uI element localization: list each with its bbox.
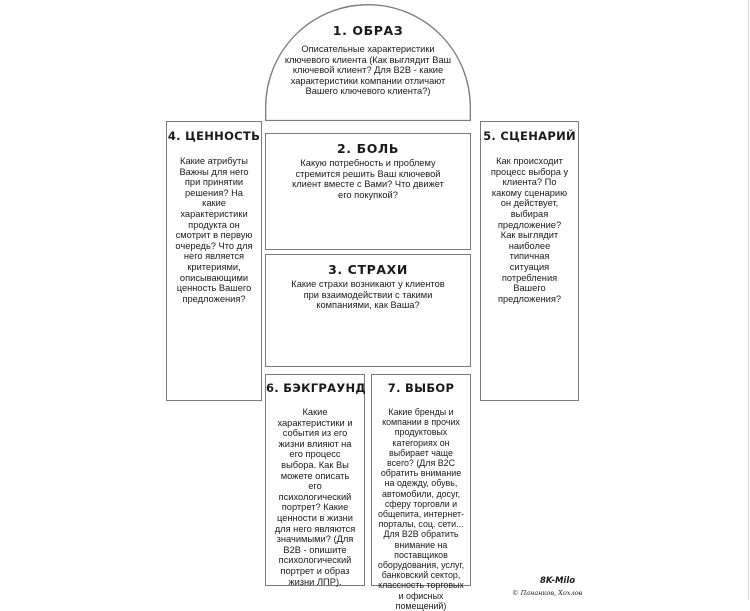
block-pain-title: 2. БОЛЬ xyxy=(336,141,400,156)
block-choice-text: Какие бренды и компании в прочих продуктовых категориях он выбирает чаще всего? (Для B2C обратить внимание на одежду, обувь, автомобили, досуг, сферу торговли и общепита, интернет-порталы, соц. сети... Для B2B обратить внимание на поставщиков оборудования, услуг, банковский сектор, классность торговых и офисных помещений) xyxy=(377,407,465,611)
block-background-title: 6. БЭКГРАУНД xyxy=(266,381,366,395)
block-value xyxy=(166,121,262,401)
block-value-title: 4. ЦЕННОСТЬ xyxy=(167,129,261,143)
block-choice-title: 7. ВЫБОР xyxy=(387,381,455,395)
footer-authors: © Пананков, Хохлов xyxy=(512,589,583,597)
block-fears-title: 3. СТРАХИ xyxy=(328,262,408,277)
block-background-text: Какие характеристики и события из его жизни влияют на его процесс выбора. Как Вы можете описать его психологический портрет? Какие ценности в жизни для него являются значимыми? (Для B2B - опишите психологический портрет и образ жизни ЛПР). xyxy=(274,407,356,587)
block-background xyxy=(265,374,365,586)
block-image-title: 1. ОБРАЗ xyxy=(332,23,404,38)
block-pain-text: Какую потребность и проблему стремится решить Ваш ключевой клиент вместе с Вами? Что движет его покупкой? xyxy=(292,158,444,200)
block-value-text: Какие атрибуты Важны для него при принятии решения? На какие характеристики продукта он смотрит в первую очередь? Что для него является критериями, описывающими ценность Вашего предложения? xyxy=(175,156,253,304)
block-choice xyxy=(371,374,471,611)
block-scenario xyxy=(480,121,579,401)
page-edge xyxy=(748,0,749,600)
footer-brand: 8K-Milo xyxy=(540,576,576,586)
block-fears-text: Какие страхи возникают у клиентов при взаимодействии с такими компаниями, как Ваша? xyxy=(291,279,445,311)
block-scenario-title: 5. СЦЕНАРИЙ xyxy=(483,129,576,143)
block-pain xyxy=(265,133,471,250)
block-image xyxy=(265,4,471,120)
block-image-text: Описательные характеристики ключевого клиента (Как выглядит Ваш ключевой клиент? Для B2B - какие характеристики компании отличают Вашего ключевого клиента?) xyxy=(284,44,452,97)
block-scenario-text: Как происходит процесс выбора у клиента? По какому сценарию он действует, выбирая предложение? Как выглядит наиболее типичная ситуация потребления Вашего предложения? xyxy=(490,156,569,304)
block-fears xyxy=(265,254,471,367)
